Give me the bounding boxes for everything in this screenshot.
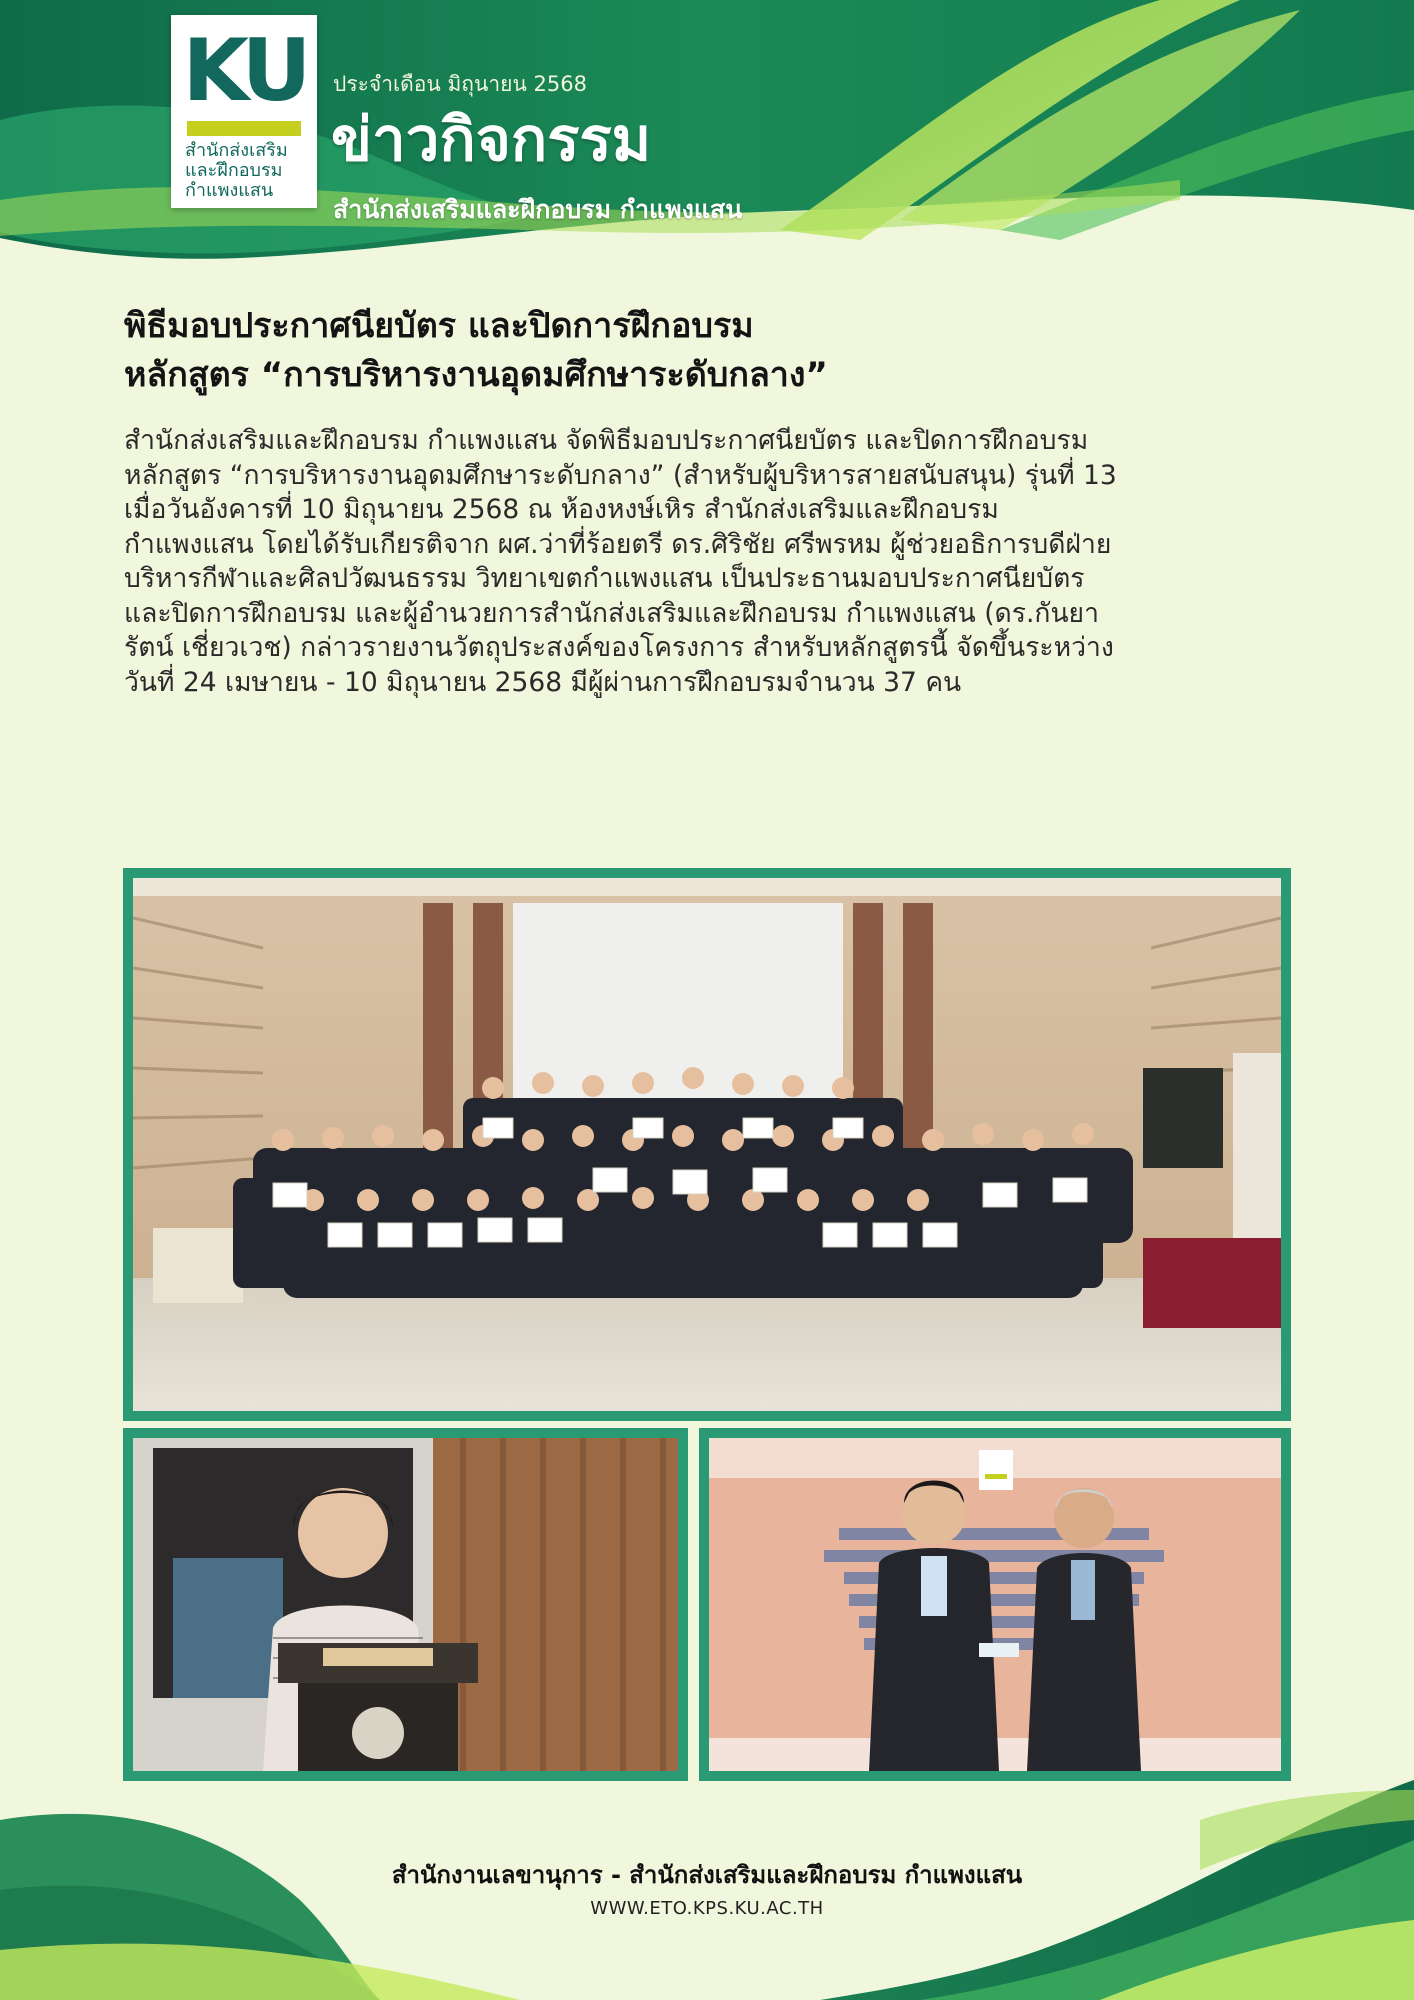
certificate-handover-photo-image (709, 1438, 1281, 1771)
logo-text-line: กำแพงแสน (185, 180, 274, 201)
logo-accent-bar (187, 121, 301, 136)
speaker-photo (123, 1428, 688, 1781)
speaker-photo-image (133, 1438, 678, 1771)
body-line: เมื่อวันอังคารที่ 10 มิถุนายน 2568 ณ ห้องหงษ์เหิร สำนักส่งเสริมและฝึกอบรม (124, 494, 999, 525)
logo-text (185, 141, 309, 201)
logo-text-line: สำนักส่งเสริม (185, 140, 288, 161)
body-line: รัตน์ เชี่ยวเวช) กล่าวรายงานวัตถุประสงค์ของโครงการ สำหรับหลักสูตรนี้ จัดขึ้นระหว่าง (124, 632, 1114, 663)
headline-line: หลักสูตร “การบริหารงานอุดมศึกษาระดับกลาง” (124, 355, 828, 395)
footer-organization: สำนักงานเลขานุการ - สำนักส่งเสริมและฝึกอบรม กำแพงแสน (391, 1861, 1023, 1889)
logo-mark: KU (182, 21, 306, 121)
article-body (124, 424, 1304, 700)
header-banner (0, 0, 1414, 270)
body-line: สำนักส่งเสริมและฝึกอบรม กำแพงแสน จัดพิธีมอบประกาศนียบัตร และปิดการฝึกอบรม (124, 425, 1089, 456)
issue-month: ประจำเดือน มิถุนายน 2568 (333, 72, 587, 96)
body-line: บริหารกีฬาและศิลปวัฒนธรรม วิทยาเขตกำแพงแสน เป็นประธานมอบประกาศนียบัตร (124, 563, 1085, 594)
newsletter-title: ข่าวกิจกรรม (331, 105, 652, 175)
headline-line: พิธีมอบประกาศนียบัตร และปิดการฝึกอบรม (124, 306, 754, 346)
group-photo-image (133, 878, 1281, 1411)
office-name: สำนักส่งเสริมและฝึกอบรม กำแพงแสน (333, 195, 743, 224)
group-photo (123, 868, 1291, 1421)
body-line: กำแพงแสน โดยได้รับเกียรติจาก ผศ.ว่าที่ร้อยตรี ดร.ศิริชัย ศรีพรหม ผู้ช่วยอธิการบดีฝ่าย (124, 528, 1112, 560)
article-headline (124, 302, 1304, 400)
ku-logo (171, 15, 317, 208)
body-line: วันที่ 24 เมษายน - 10 มิถุนายน 2568 มีผู้ผ่านการฝึกอบรมจำนวน 37 คน (124, 666, 962, 698)
certificate-handover-photo (699, 1428, 1291, 1781)
body-line: และปิดการฝึกอบรม และผู้อำนวยการสำนักส่งเสริมและฝึกอบรม กำแพงแสน (ดร.กันยา (124, 597, 1099, 629)
body-line: หลักสูตร “การบริหารงานอุดมศึกษาระดับกลาง” (สำหรับผู้บริหารสายสนับสนุน) รุ่นที่ 13 (124, 459, 1117, 491)
logo-text-line: และฝึกอบรม (185, 160, 283, 181)
footer-website-link[interactable]: WWW.ETO.KPS.KU.AC.TH (590, 1898, 824, 1919)
